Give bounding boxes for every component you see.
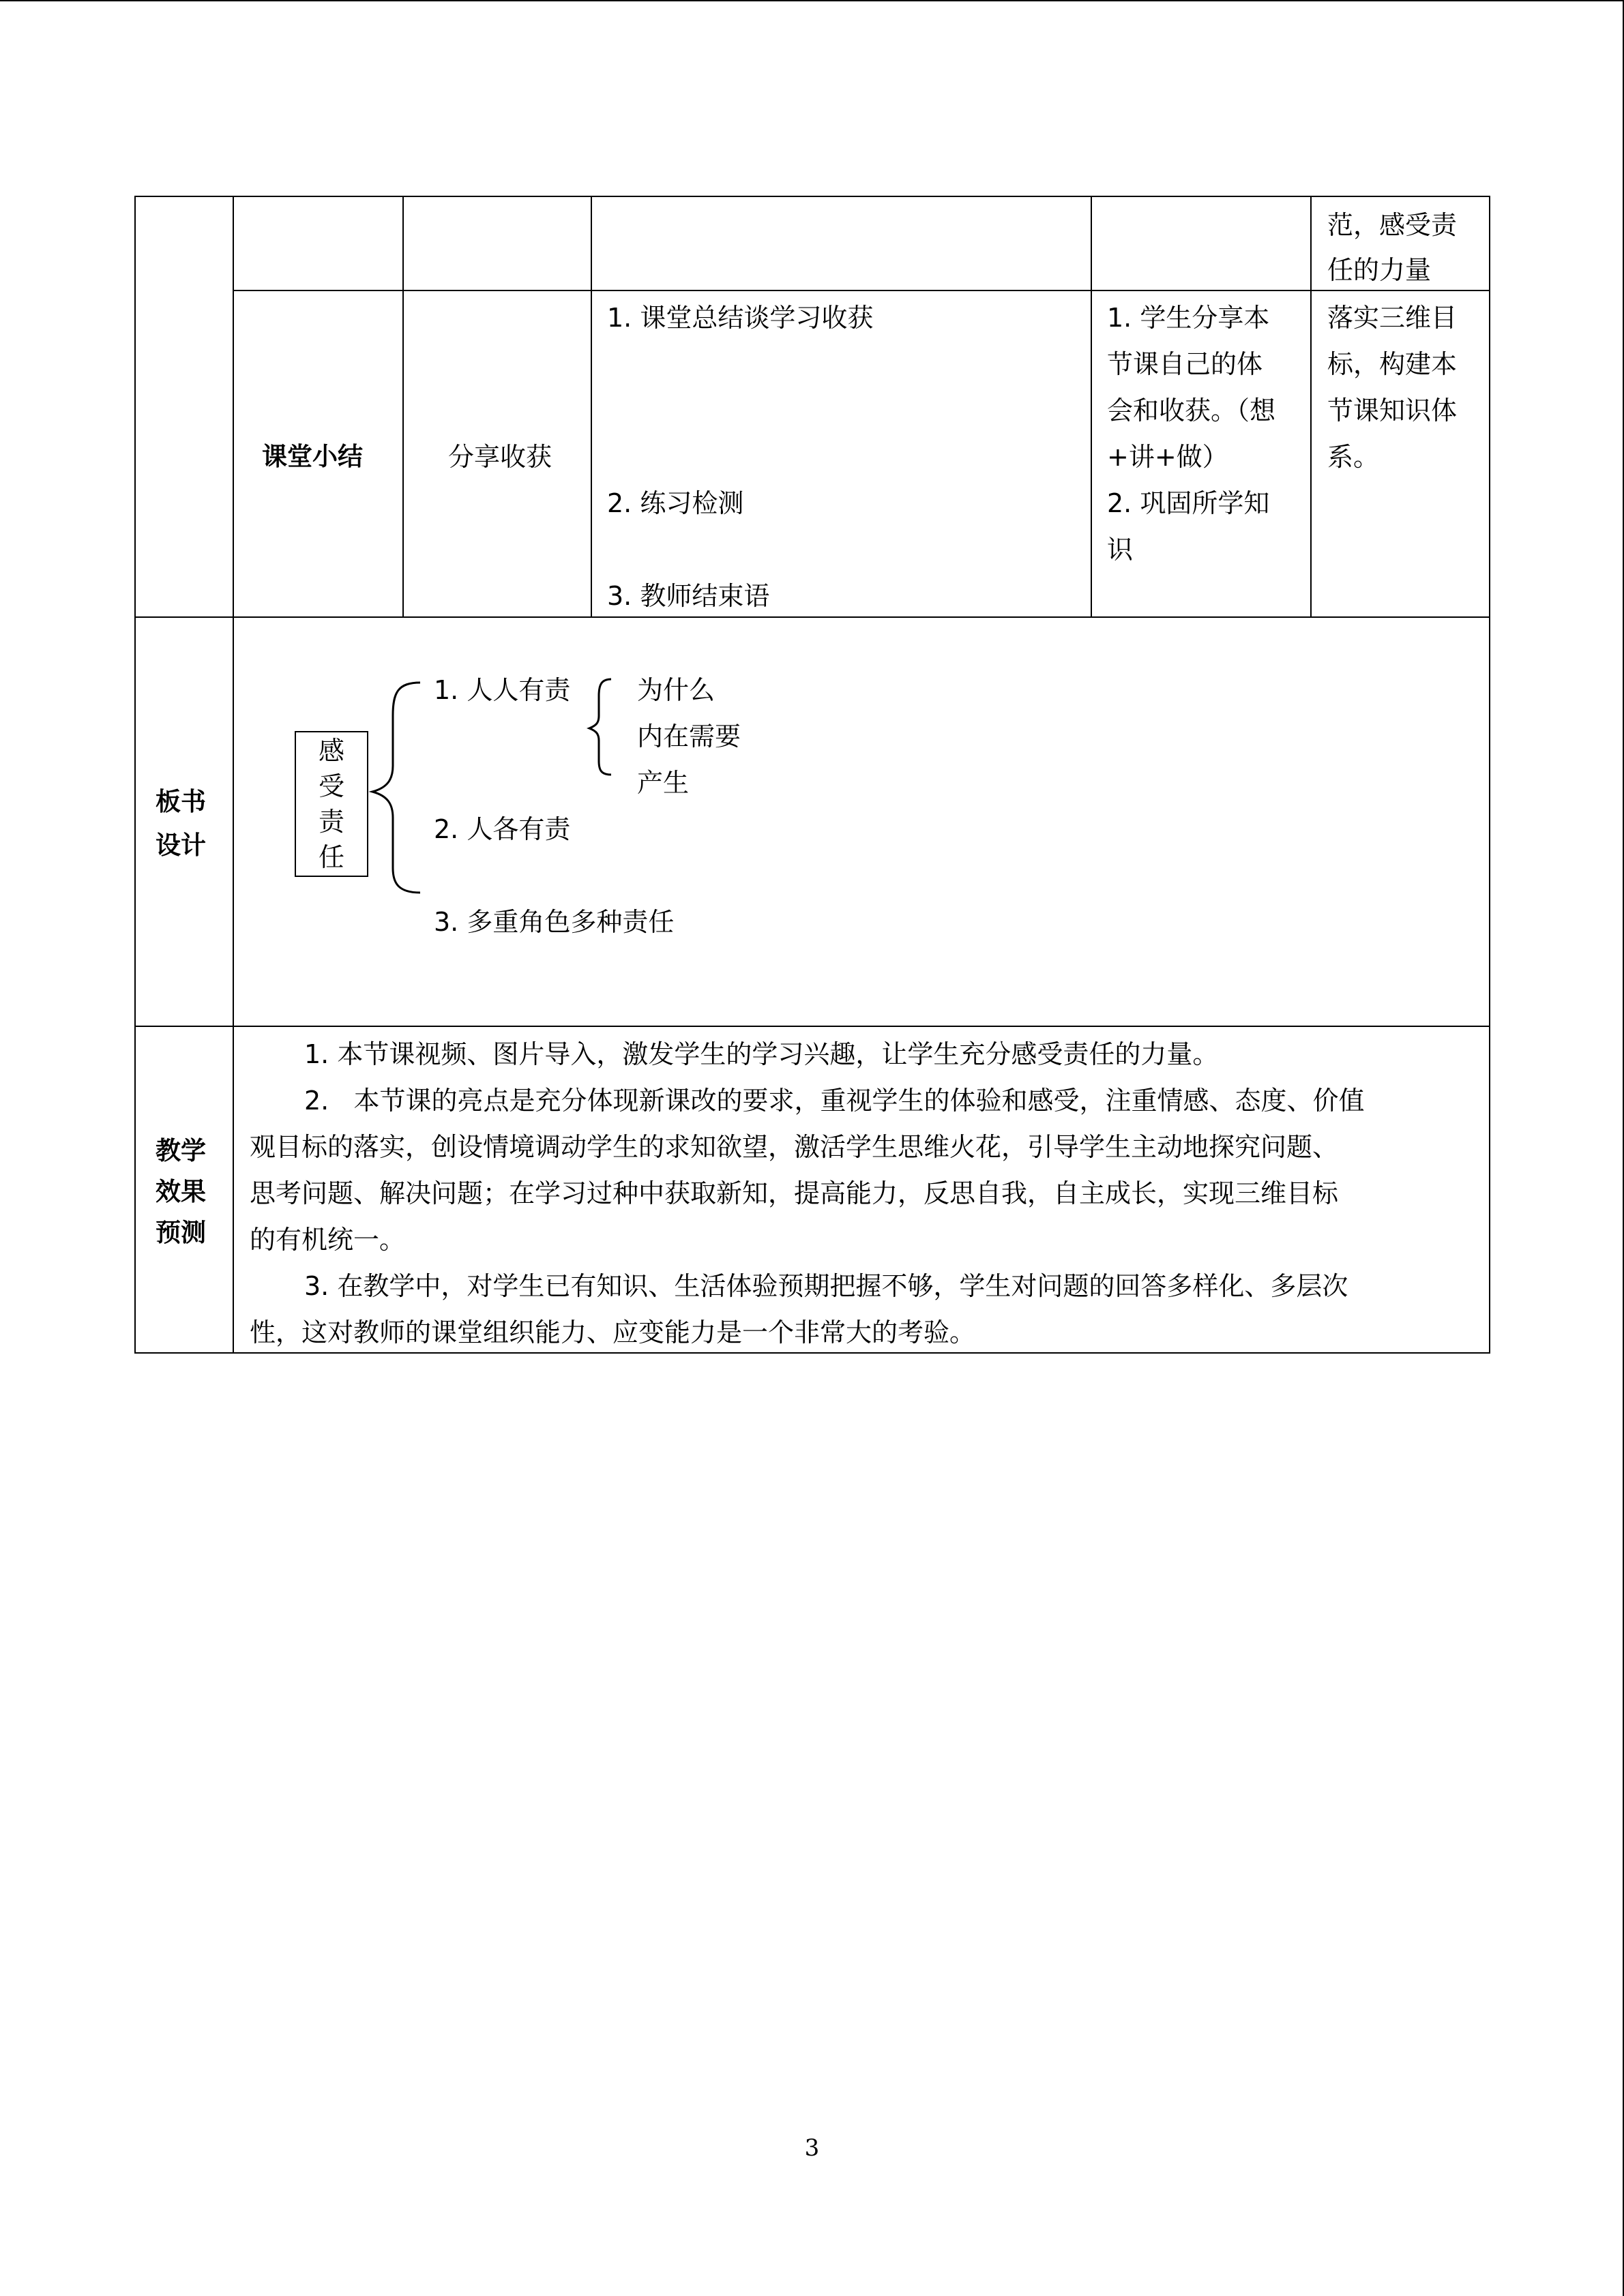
board-title-char-3: 责	[318, 807, 344, 837]
intent-line-2: 标，构建本	[1327, 349, 1458, 379]
summary-activity: 分享收获	[448, 442, 552, 472]
effect-label-line-2: 效果	[156, 1177, 206, 1206]
board-brace-small	[587, 675, 614, 777]
goal-line-1: 范，感受责	[1327, 210, 1458, 240]
effect-label-line-3: 预测	[156, 1218, 206, 1247]
board-sub-branch-2: 内在需要	[637, 721, 741, 751]
board-brace-large	[368, 679, 423, 897]
teacher-item-3: 3. 教师结束语	[607, 581, 770, 611]
page-border-top	[0, 0, 1624, 1]
effect-label-line-1: 教学	[156, 1136, 206, 1165]
board-branch-2: 2. 人各有责	[434, 814, 571, 844]
teacher-item-1: 1. 课堂总结谈学习收获	[607, 303, 874, 333]
board-title-char-1: 感	[318, 736, 344, 766]
student-item-line-3: 会和收获。（想	[1107, 396, 1276, 426]
board-label-line-1: 板书	[156, 787, 206, 816]
table-col-1	[233, 196, 234, 1354]
teacher-item-2: 2. 练习检测	[607, 488, 744, 518]
board-sub-branch-1: 为什么	[637, 675, 715, 705]
table-border-left	[134, 196, 136, 1354]
table-col-5	[1310, 196, 1312, 618]
effect-line-2: 2. 本节课的亮点是充分体现新课改的要求，重视学生的体验和感受，注重情感、态度、价值	[304, 1086, 1365, 1116]
board-branch-3: 3. 多重角色多种责任	[434, 907, 675, 937]
table-rule-2	[134, 616, 1490, 618]
table-border-right	[1489, 196, 1490, 1354]
table-col-2	[402, 196, 404, 618]
effect-line-1: 1. 本节课视频、图片导入，激发学生的学习兴趣，让学生充分感受责任的力量。	[304, 1039, 1219, 1069]
board-title-box	[295, 731, 368, 877]
student-item-line-2: 节课自己的体	[1107, 349, 1263, 379]
board-sub-branch-3: 产生	[637, 768, 690, 798]
student-item-line-6: 识	[1107, 535, 1134, 565]
intent-line-1: 落实三维目	[1327, 303, 1458, 333]
intent-line-4: 系。	[1327, 442, 1380, 472]
page-number: 3	[804, 2134, 820, 2162]
board-title-char-2: 受	[318, 771, 344, 801]
effect-line-5: 的有机统一。	[250, 1225, 406, 1255]
student-item-line-5: 2. 巩固所学知	[1107, 488, 1270, 518]
effect-line-3: 观目标的落实，创设情境调动学生的求知欲望，激活学生思维火花，引导学生主动地探究问题、	[250, 1132, 1339, 1162]
goal-line-2: 任的力量	[1327, 255, 1432, 285]
board-branch-1: 1. 人人有责	[434, 675, 571, 705]
board-title-char-4: 任	[318, 842, 344, 872]
student-item-line-1: 1. 学生分享本	[1107, 303, 1270, 333]
table-col-4	[1091, 196, 1092, 618]
board-label-line-2: 设计	[156, 831, 206, 860]
intent-line-3: 节课知识体	[1327, 396, 1458, 426]
effect-line-6: 3. 在教学中，对学生已有知识、生活体验预期把握不够，学生对问题的回答多样化、多层次	[304, 1271, 1348, 1301]
table-border-top	[134, 196, 1490, 197]
student-item-line-4: +讲+做）	[1107, 442, 1228, 472]
effect-line-7: 性，这对教师的课堂组织能力、应变能力是一个非常大的考验。	[250, 1317, 976, 1347]
summary-label: 课堂小结	[262, 442, 363, 471]
effect-line-4: 思考问题、解决问题；在学习过种中获取新知，提高能力，反思自我，自主成长，实现三维目标	[250, 1178, 1339, 1208]
table-rule-1	[233, 290, 1490, 291]
table-col-3	[591, 196, 592, 618]
table-rule-3	[134, 1026, 1490, 1027]
